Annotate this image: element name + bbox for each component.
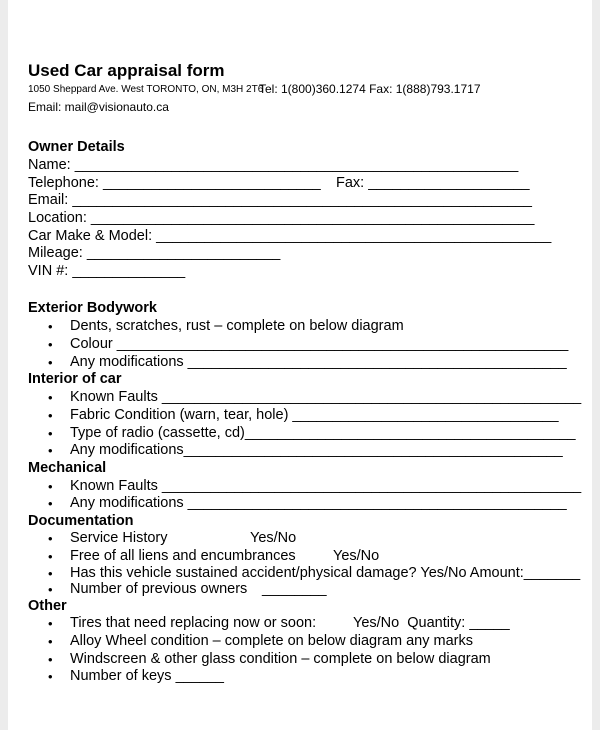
bullet: •: [48, 337, 53, 352]
service-history-label: Service History: [70, 530, 168, 546]
form-title: Used Car appraisal form: [28, 61, 225, 80]
documentation-heading: Documentation: [28, 513, 134, 529]
liens-label: Free of all liens and encumbrances: [70, 548, 296, 564]
mileage-field[interactable]: Mileage: ________________________: [28, 245, 281, 261]
fax-field[interactable]: Fax: ____________________: [336, 175, 530, 191]
bullet: •: [48, 616, 53, 631]
address: 1050 Sheppard Ave. West TORONTO, ON, M3H 2T6: [28, 84, 264, 95]
bullet: •: [48, 426, 53, 441]
other-heading: Other: [28, 598, 67, 614]
bullet: •: [48, 531, 53, 546]
number-of-keys-field[interactable]: Number of keys ______: [70, 668, 224, 684]
bullet: •: [48, 319, 53, 334]
liens-yes-no[interactable]: Yes/No: [333, 548, 380, 564]
location-field[interactable]: Location: _______________________________________________________: [28, 210, 535, 226]
bullet: •: [48, 549, 53, 564]
previous-owners-field[interactable]: ________: [262, 581, 327, 597]
bullet: •: [48, 566, 53, 581]
previous-owners-label: Number of previous owners: [70, 581, 248, 597]
interior-heading: Interior of car: [28, 371, 122, 387]
bullet: •: [48, 355, 53, 370]
interior-known-faults-field[interactable]: Known Faults ____________________________________________________: [70, 389, 582, 405]
form-page: [8, 0, 592, 730]
tires-label: Tires that need replacing now or soon:: [70, 615, 317, 631]
bullet: •: [48, 652, 53, 667]
vin-field[interactable]: VIN #: ______________: [28, 263, 186, 279]
mechanical-known-faults-field[interactable]: Known Faults ____________________________________________________: [70, 478, 582, 494]
tel-fax: Tel: 1(800)360.1274 Fax: 1(888)793.1717: [259, 82, 481, 96]
bullet: •: [48, 408, 53, 423]
bullet: •: [48, 582, 53, 597]
fabric-condition-field[interactable]: Fabric Condition (warn, tear, hole) _________________________________: [70, 407, 559, 423]
list-item: Dents, scratches, rust – complete on below diagram: [70, 318, 404, 334]
exterior-heading: Exterior Bodywork: [28, 300, 157, 316]
mechanical-modifications-field[interactable]: Any modifications _______________________________________________: [70, 495, 567, 511]
accident-damage-field[interactable]: Has this vehicle sustained accident/physical damage? Yes/No Amount:_______: [70, 565, 581, 581]
radio-type-field[interactable]: Type of radio (cassette, cd)_________________________________________: [70, 425, 576, 441]
colour-field[interactable]: Colour ________________________________________________________: [70, 336, 569, 352]
tires-yes-no-quantity[interactable]: Yes/No Quantity: _____: [353, 615, 510, 631]
service-history-yes-no[interactable]: Yes/No: [250, 530, 297, 546]
list-item: Alloy Wheel condition – complete on below diagram any marks: [70, 633, 473, 649]
bullet: •: [48, 443, 53, 458]
telephone-field[interactable]: Telephone: ___________________________: [28, 175, 321, 191]
name-field[interactable]: Name: _______________________________________________________: [28, 157, 519, 173]
owner-details-heading: Owner Details: [28, 139, 125, 155]
bullet: •: [48, 634, 53, 649]
email-field[interactable]: Email: _________________________________________________________: [28, 192, 532, 208]
list-item: Windscreen & other glass condition – complete on below diagram: [70, 651, 491, 667]
mechanical-heading: Mechanical: [28, 460, 107, 476]
interior-modifications-field[interactable]: Any modifications_______________________________________________: [70, 442, 563, 458]
bullet: •: [48, 496, 53, 511]
bullet: •: [48, 479, 53, 494]
email-address: Email: mail@visionauto.ca: [28, 100, 169, 114]
car-make-model-field[interactable]: Car Make & Model: _________________________________________________: [28, 228, 552, 244]
bullet: •: [48, 390, 53, 405]
bullet: •: [48, 669, 53, 684]
exterior-modifications-field[interactable]: Any modifications _______________________________________________: [70, 354, 567, 370]
